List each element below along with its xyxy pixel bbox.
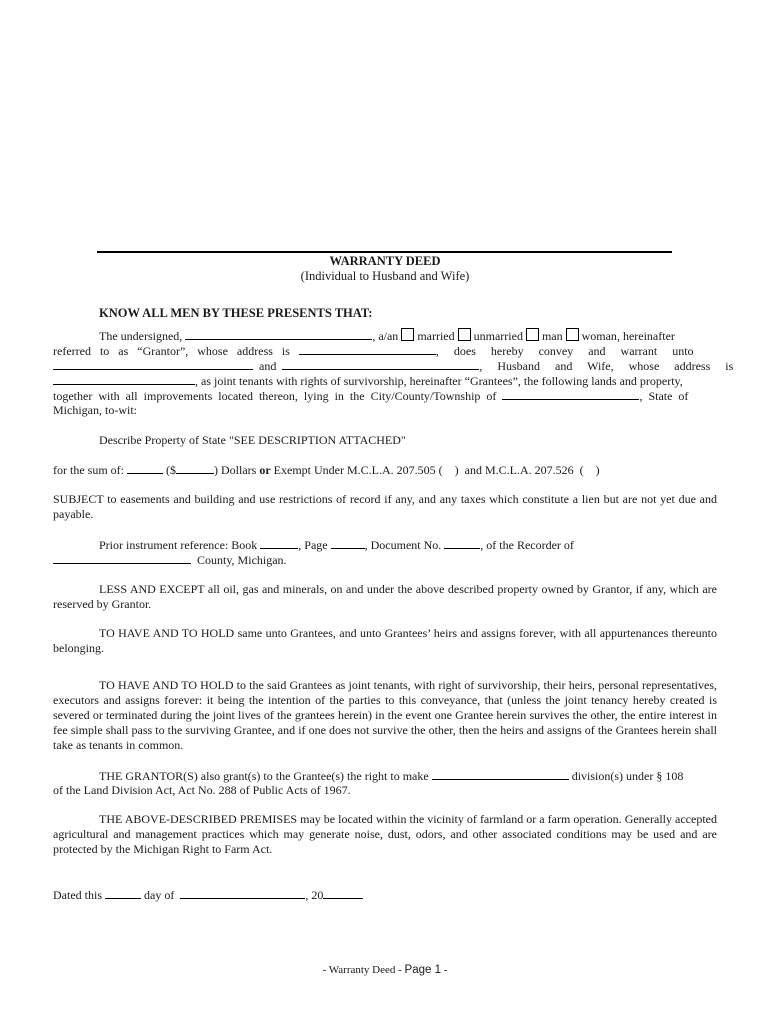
subject-paragraph: SUBJECT to easements and building and use restrictions of record if any, and any taxes which constitute a lien but are not yet due and payable. [53,492,717,521]
division-count-field[interactable] [432,768,569,780]
township-field[interactable] [502,388,639,400]
document-subtitle: (Individual to Husband and Wife) [300,269,470,283]
header-rule [97,251,672,253]
sum-field[interactable] [127,462,163,474]
dated-line: Dated this day of , 20 [53,887,363,903]
grantor-division-line-2: of the Land Division Act, Act No. 288 of Public Acts of 1967. [53,783,351,797]
year-field[interactable] [323,887,363,899]
grantor-division-line-1: THE GRANTOR(S) also grant(s) to the Grantee(s) the right to make division(s) under § 108 [99,769,684,783]
grantor-line-6: Michigan, to-wit: [53,403,137,417]
woman-checkbox[interactable] [566,328,579,341]
property-description: Describe Property of State "SEE DESCRIPTION ATTACHED" [99,433,406,447]
page-footer: - Warranty Deed - Page 1 - [322,964,448,976]
document-no-field[interactable] [444,537,480,549]
section-heading: KNOW ALL MEN BY THESE PRESENTS THAT: [99,306,373,320]
married-checkbox[interactable] [401,328,414,341]
grantor-line-2: referred to as “Grantor”, whose address is , does hereby convey and warrant unto [53,344,694,358]
sum-line: for the sum of: ($ ) Dollars or Exempt Under M.C.L.A. 207.505 ( ) and M.C.L.A. 207.526 ( ) [53,463,600,477]
day-field[interactable] [105,887,141,899]
book-field[interactable] [260,537,298,549]
month-field[interactable] [180,887,305,899]
prior-instrument-line-2: County, Michigan. [53,552,287,568]
grantee-2-field[interactable] [282,358,479,370]
to-have-paragraph-1: TO HAVE AND TO HOLD same unto Grantees, and unto Grantees’ heirs and assigns forever, with all appurtenances thereunto belonging. [53,626,717,655]
grantee-address-field[interactable] [53,373,195,385]
page-field[interactable] [331,537,365,549]
document-title: WARRANTY DEED [329,254,441,268]
prior-instrument-line-1: Prior instrument reference: Book , Page , Document No. , of the Recorder of [99,538,574,552]
to-have-paragraph-2: TO HAVE AND TO HOLD to the said Grantees as joint tenants, with right of survivorship, their heirs, personal representatives, executors and assigns forever: it being the intention of the parties to this conveyance, that (unless the joint tenancy hereby created is severed or terminated during the joint lives of the grantees herein) in the event one Grantee herein survives the other, the entire interest in fee simple shall pass to the surviving Grantee, and if one does not survive the other, then the heirs and assigns of the Grantees herein shall take as tenants in common. [53,678,717,752]
county-field[interactable] [53,552,191,564]
grantor-line-3: and , Husband and Wife, whose address is [53,358,733,374]
grantee-1-field[interactable] [53,358,253,370]
grantor-name-field[interactable] [185,328,372,340]
page-number: Page 1 [404,964,441,976]
grantor-line-1: The undersigned, , a/an married unmarried man woman, hereinafter [99,329,675,343]
grantor-line-5: together with all improvements located thereon, lying in the City/County/Township of , State of [53,389,689,403]
premises-paragraph: THE ABOVE-DESCRIBED PREMISES may be located within the vicinity of farmland or a farm operation. Generally accepted agricultural and management practices which may generate noise, dust, odors, and other associated conditions may be used and are protected by the Michigan Right to Farm Act. [53,812,717,856]
less-except-paragraph: LESS AND EXCEPT all oil, gas and minerals, on and under the above described property owned by Grantor, if any, which are reserved by Grantor. [53,582,717,611]
grantor-address-field[interactable] [299,343,436,355]
dollar-amount-field[interactable] [176,462,214,474]
man-checkbox[interactable] [526,328,539,341]
grantor-line-4: , as joint tenants with rights of survivorship, hereinafter “Grantees”, the following lands and property, [53,373,683,389]
unmarried-checkbox[interactable] [458,328,471,341]
